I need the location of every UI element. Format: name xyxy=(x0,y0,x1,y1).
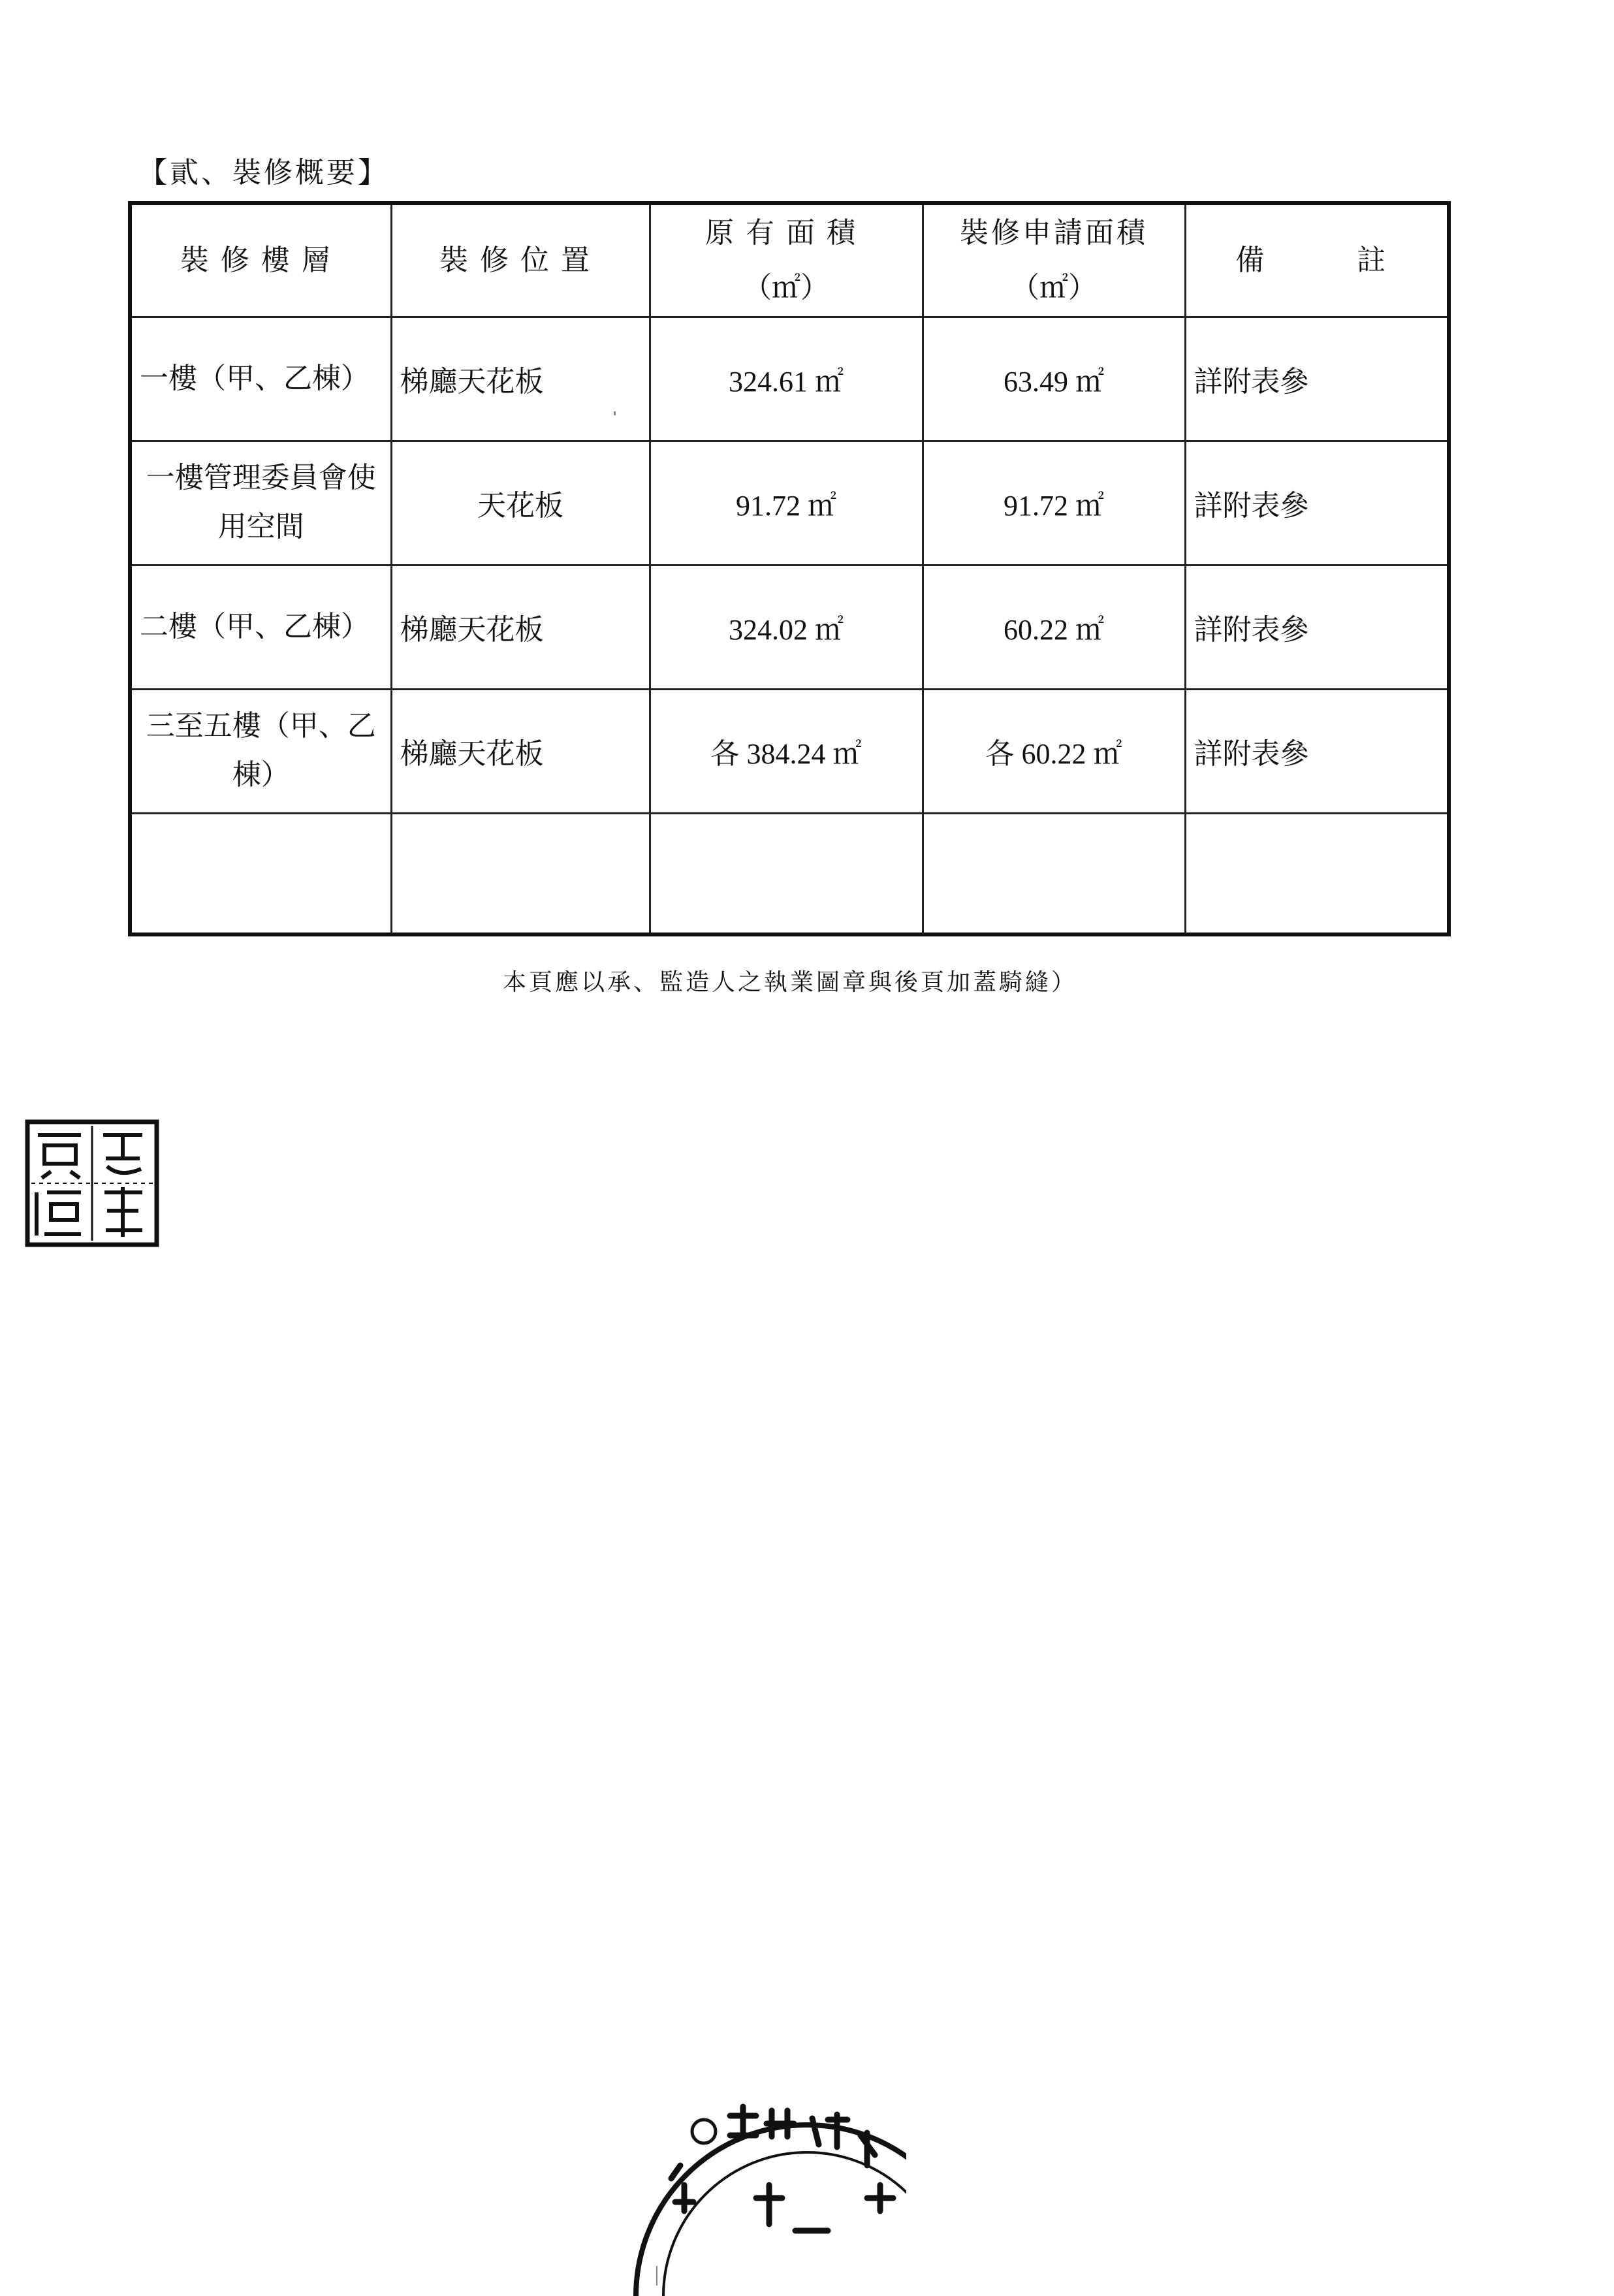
header-applied-area-label: 裝修申請面積 xyxy=(960,216,1148,250)
cell-original-area: 各 384.24 ㎡ xyxy=(650,689,923,813)
cell-remarks: 詳附表參 xyxy=(1185,317,1449,441)
cell-remarks: 詳附表參 xyxy=(1185,441,1449,565)
header-location: 裝修位置 xyxy=(391,203,650,317)
header-remarks: 備 註 xyxy=(1185,203,1449,317)
table-row xyxy=(130,689,1449,813)
table-row xyxy=(130,441,1449,565)
cell-floor: 三至五樓（甲、乙棟） xyxy=(130,689,391,813)
header-original-area xyxy=(650,203,923,317)
cell-original-area: 324.61 ㎡ xyxy=(650,317,923,441)
cell-floor: 二樓（甲、乙棟） xyxy=(130,565,391,689)
cell-location: 梯廳天花板 xyxy=(391,689,650,813)
header-applied-area xyxy=(923,203,1185,317)
cell-remarks: 詳附表參 xyxy=(1185,689,1449,813)
cell-original-area: 324.02 ㎡ xyxy=(650,565,923,689)
cell-applied-area: 91.72 ㎡ xyxy=(923,441,1185,565)
header-original-area-label: 原有面積 xyxy=(705,216,867,250)
cell-remarks: 詳附表參 xyxy=(1185,565,1449,689)
cell-applied-area: 60.22 ㎡ xyxy=(923,565,1185,689)
cell-original-area: 91.72 ㎡ xyxy=(650,441,923,565)
table-header-row xyxy=(130,203,1449,317)
scan-artifact xyxy=(614,411,616,415)
cell-floor: 一樓（甲、乙棟） xyxy=(130,317,391,441)
header-applied-area-unit: （㎡） xyxy=(1011,270,1097,304)
section-title: 【貳、裝修概要】 xyxy=(138,156,389,189)
company-round-seal xyxy=(632,2081,906,2296)
table-row xyxy=(130,565,1449,689)
cell-remarks xyxy=(1185,813,1449,934)
architect-seal xyxy=(25,1119,159,1247)
cell-applied-area: 各 60.22 ㎡ xyxy=(923,689,1185,813)
header-original-area-unit: （㎡） xyxy=(743,270,829,304)
header-floor: 裝修樓層 xyxy=(130,203,391,317)
renovation-summary-table xyxy=(128,201,1451,936)
cell-applied-area xyxy=(923,813,1185,934)
footnote: 本頁應以承、監造人之執業圖章與後頁加蓋騎縫） xyxy=(503,969,1078,996)
table-row xyxy=(130,317,1449,441)
cell-location: 天花板 xyxy=(391,441,650,565)
cell-floor xyxy=(130,813,391,934)
cell-original-area xyxy=(650,813,923,934)
table-row-empty xyxy=(130,813,1449,934)
cell-applied-area: 63.49 ㎡ xyxy=(923,317,1185,441)
cell-location: 梯廳天花板 xyxy=(391,317,650,441)
scan-artifact xyxy=(656,2266,657,2286)
cell-location: 梯廳天花板 xyxy=(391,565,650,689)
cell-location xyxy=(391,813,650,934)
cell-floor: 一樓管理委員會使用空間 xyxy=(130,441,391,565)
